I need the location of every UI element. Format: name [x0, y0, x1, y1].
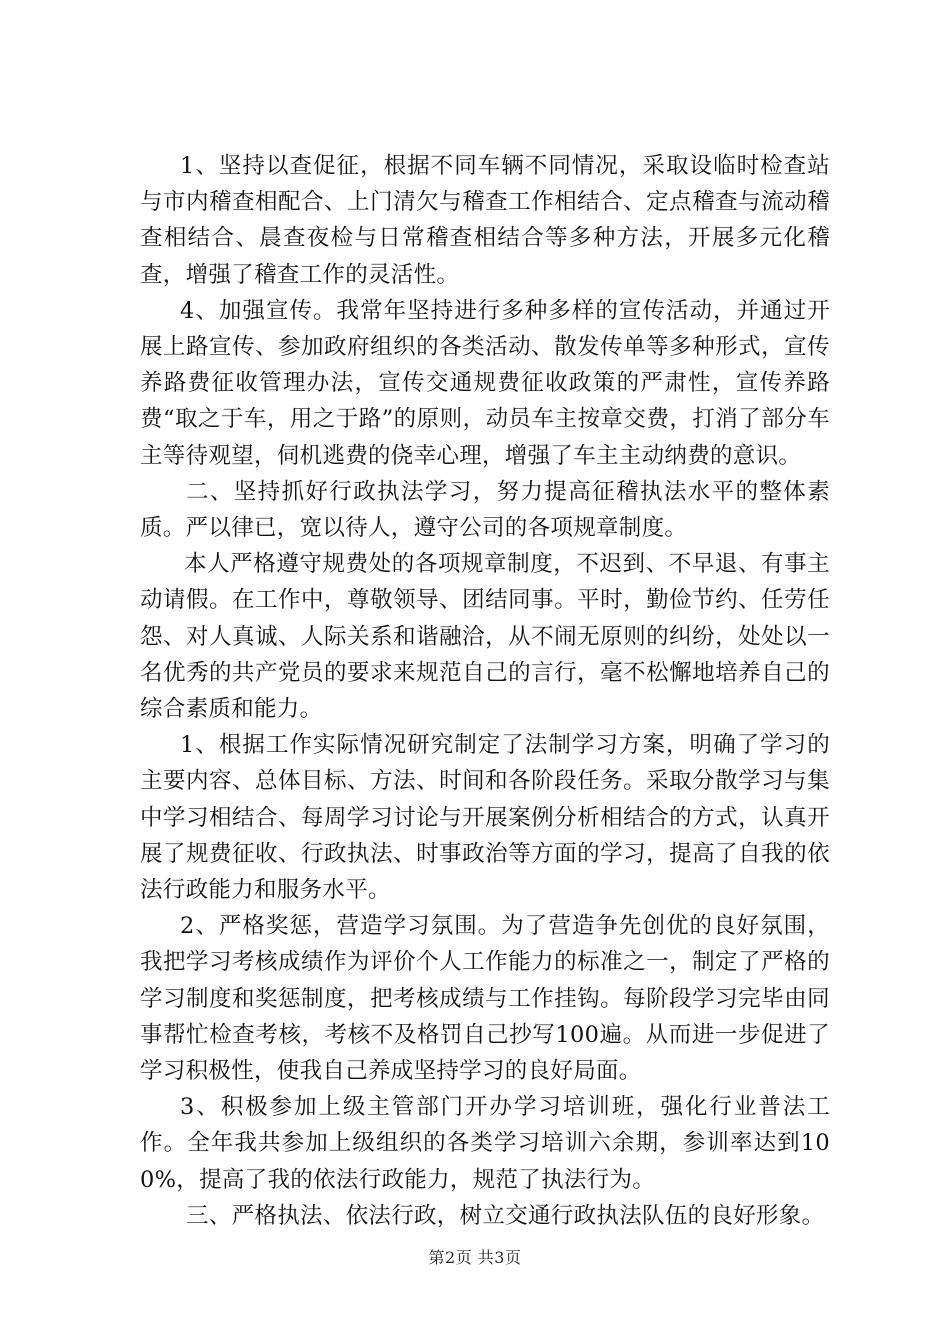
paragraph-strengthen-publicity: 4、加强宣传。我常年坚持进行多种多样的宣传活动，并通过开展上路宣传、参加政府组织的各类活动、散发传单等多种形式，宣传养路费征收管理办法，宣传交通规费征收政策的严肃性，宣传养路费“取之于车，用之于路”的原则，动员车主按章交费，打消了部分车主等待观望，伺机逃费的侥幸心理，增强了车主主动纳费的意识。	[140, 297, 830, 469]
paragraph-study-plan: 1、根据工作实际情况研究制定了法制学习方案，明确了学习的主要内容、总体目标、方法、时间和各阶段任务。采取分散学习与集中学习相结合、每周学习讨论与开展案例分析相结合的方式，认真开展了规费征收、行政执法、时事政治等方面的学习，提高了自我的依法行政能力和服务水平。	[140, 732, 830, 904]
paragraph-rewards-penalties: 2、严格奖惩，营造学习氛围。为了营造争先创优的良好氛围，我把学习考核成绩作为评价个人工作能力的标准之一，制定了严格的学习制度和奖惩制度，把考核成绩与工作挂钩。每阶段学习完毕由同事帮忙检查考核，考核不及格罚自己抄写100遍。从而进一步促进了学习积极性，使我自己养成坚持学习的良好局面。	[140, 913, 830, 1085]
paragraph-training-classes: 3、积极参加上级主管部门开办学习培训班，强化行业普法工作。全年我共参加上级组织的各类学习培训六余期，参训率达到100%，提高了我的依法行政能力，规范了执法行为。	[140, 1094, 830, 1193]
paragraph-check-promote-collection: 1、坚持以查促征，根据不同车辆不同情况，采取设临时检查站与市内稽查相配合、上门清欠与稽查工作相结合、定点稽查与流动稽查相结合、晨查夜检与日常稽查相结合等多种方法，开展多元化稽查，增强了稽查工作的灵活性。	[140, 153, 830, 288]
paragraph-section-two-heading: 二、坚持抓好行政执法学习，努力提高征稽执法水平的整体素质。严以律已，宽以待人，遵守公司的各项规章制度。	[140, 478, 830, 542]
paragraph-personal-conduct: 本人严格遵守规费处的各项规章制度，不迟到、不早退、有事主动请假。在工作中，尊敬领导、团结同事。平时，勤俭节约、任劳任怨、对人真诚、人际关系和谐融洽，从不闹无原则的纠纷，处处以一名优秀的共产党员的要求来规范自己的言行，毫不松懈地培养自己的综合素质和能力。	[140, 551, 830, 723]
document-body	[140, 148, 830, 1234]
page-number-footer: 第2页 共3页	[428, 1248, 522, 1267]
paragraph-section-three-heading: 三、严格执法、依法行政，树立交通行政执法队伍的良好形象。	[186, 1202, 825, 1229]
